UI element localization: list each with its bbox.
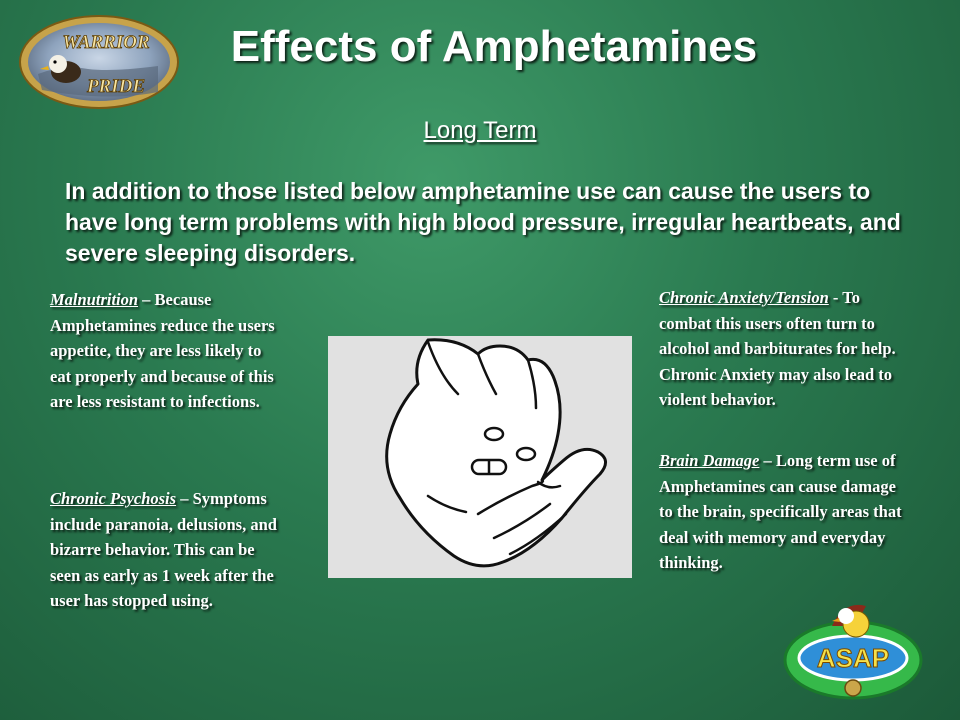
warrior-pride-logo — [18, 14, 180, 110]
logo-text-pride: PRIDE — [86, 76, 146, 97]
effect-heading: Brain Damage — [659, 451, 760, 470]
effect-body: Because Amphetamines reduce the users appetite, they are less likely to eat properly and because of this are less resistant to infections. — [50, 290, 275, 411]
effect-separator: – — [759, 451, 776, 470]
effect-separator: – — [176, 489, 193, 508]
effect-malnutrition — [50, 287, 285, 415]
hand-drawing — [328, 336, 632, 578]
slide-title: Effects of Amphetamines — [230, 22, 758, 71]
effect-heading: Malnutrition — [50, 290, 139, 309]
effect-separator: – — [138, 290, 155, 309]
logo-text-warrior: WARRIOR — [62, 32, 150, 53]
effect-chronic-psychosis — [50, 486, 285, 614]
effect-heading: Chronic Psychosis — [50, 489, 177, 508]
intro-paragraph: In addition to those listed below amphetamine use can cause the users to have long term problems with high blood pressure, irregular heartbeats, and severe sleeping disorders. — [65, 178, 901, 266]
effect-chronic-anxiety — [659, 285, 909, 413]
slide-subtitle: Long Term — [423, 117, 537, 144]
effect-heading: Chronic Anxiety/Tension — [659, 288, 829, 307]
asap-logo-text: ASAP — [816, 643, 890, 673]
effect-separator: - — [828, 288, 843, 307]
asap-logo — [782, 592, 924, 704]
effect-body: Symptoms include paranoia, delusions, and bizarre behavior. This can be seen as early as 1 week after the user has stopped using. — [50, 489, 277, 610]
effect-body: Long term use of Amphetamines can cause damage to the brain, specifically areas that deal with memory and everyday thinking. — [659, 451, 902, 572]
hand-with-pills-image — [328, 336, 632, 578]
effect-body: To combat this users often turn to alcohol and barbiturates for help. Chronic Anxiety may also lead to violent behavior. — [659, 288, 896, 409]
effect-brain-damage — [659, 448, 909, 576]
